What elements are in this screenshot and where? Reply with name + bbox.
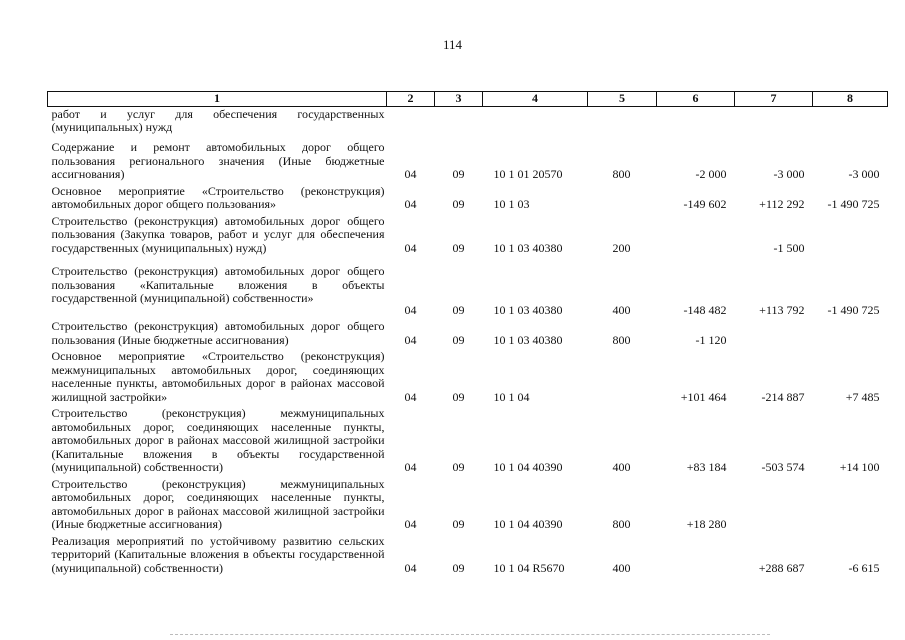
cell-col6: -1 120	[695, 332, 727, 347]
cell-expense-type: 800	[612, 167, 631, 181]
cell-section: 04	[404, 460, 417, 474]
cell-col7: +113 792	[759, 302, 805, 317]
table-row	[48, 406, 888, 477]
table-row	[48, 184, 888, 214]
cell-expense-type	[588, 184, 657, 214]
cell-target-code: 10 1 03 40380	[493, 240, 563, 255]
cell-col6: +101 464	[680, 389, 727, 404]
cell-col8	[813, 106, 888, 140]
cell-col6: +18 280	[686, 517, 727, 531]
cell-col8	[813, 214, 888, 258]
cell-col8: -1 490 725	[827, 302, 880, 317]
page-number: 114	[442, 37, 463, 52]
table-row	[48, 140, 888, 184]
cell-subsection: 09	[452, 302, 465, 317]
row-name: Строительство (реконструкция) межмуниципальных автомобильных дорог, соединяющих населенные пункты, автомобильных дорог в районах массовой жилищной застройки (Иные бюджетные ассигнования)	[51, 476, 385, 531]
cell-col8: -6 615	[848, 560, 880, 575]
cell-subsection: 09	[452, 560, 465, 575]
row-name: работ и услуг для обеспечения государственных (муниципальных) нужд	[51, 106, 385, 134]
budget-table	[47, 91, 888, 577]
cell-section: 04	[404, 197, 417, 211]
cell-col7	[735, 106, 813, 140]
cell-expense-type: 800	[612, 517, 631, 531]
cell-subsection: 09	[452, 517, 465, 531]
cell-section: 04	[404, 389, 417, 404]
cell-col6: -2 000	[695, 167, 727, 181]
cell-expense-type	[588, 106, 657, 140]
column-header: 1	[48, 92, 387, 107]
row-name: Строительство (реконструкция) межмуниципальных автомобильных дорог, соединяющих населенные пункты, автомобильных дорог в районах массовой жилищной застройки (Капитальные вложения в объекты государственной (муниципальной) собственности)	[51, 406, 385, 474]
cell-section: 04	[404, 240, 417, 255]
cell-section: 04	[404, 517, 417, 531]
cell-target-code: 10 1 04 R5670	[493, 560, 565, 575]
row-name: Основное мероприятие «Строительство (реконструкция) межмуниципальных автомобильных дорог, соединяющих населенные пункты, автомобильных дорог в районах массовой жилищной застройки»	[51, 349, 385, 404]
page-edge-divider	[170, 634, 770, 637]
cell-expense-type: 400	[612, 460, 631, 474]
cell-expense-type: 400	[612, 302, 631, 317]
cell-expense-type: 400	[612, 560, 631, 575]
table-row	[48, 534, 888, 578]
cell-target-code	[483, 106, 588, 140]
table-row	[48, 214, 888, 258]
cell-col6	[657, 534, 735, 578]
cell-target-code: 10 1 03 40380	[493, 332, 563, 347]
table-row	[48, 257, 888, 319]
cell-section	[387, 106, 435, 140]
cell-col6: -148 482	[683, 302, 727, 317]
cell-subsection: 09	[452, 167, 465, 181]
cell-col6: -149 602	[683, 197, 727, 211]
row-name: Реализация мероприятий по устойчивому развитию сельских территорий (Капитальные вложения в объекты государственной (муниципальной) собственности)	[51, 533, 385, 575]
row-name: Содержание и ремонт автомобильных дорог общего пользования регионального значения (Иные бюджетные ассигнования)	[51, 140, 385, 181]
column-header: 5	[588, 92, 657, 107]
table-row	[48, 477, 888, 534]
row-name: Строительство (реконструкция) автомобильных дорог общего пользования (Иные бюджетные ассигнования)	[51, 319, 385, 347]
cell-target-code: 10 1 03 40380	[493, 302, 563, 317]
cell-col8: -3 000	[848, 167, 880, 181]
cell-target-code: 10 1 03	[493, 197, 530, 211]
table-row	[48, 349, 888, 406]
cell-target-code: 10 1 01 20570	[493, 167, 563, 181]
cell-subsection: 09	[452, 197, 465, 211]
column-header: 3	[435, 92, 483, 107]
cell-subsection	[435, 106, 483, 140]
cell-col8: -1 490 725	[827, 197, 880, 211]
cell-col6	[657, 214, 735, 258]
cell-subsection: 09	[452, 460, 465, 474]
cell-section: 04	[404, 167, 417, 181]
cell-col8: +7 485	[845, 389, 880, 404]
column-header: 2	[387, 92, 435, 107]
cell-expense-type: 200	[612, 240, 631, 255]
cell-col7: -3 000	[773, 167, 805, 181]
cell-col8	[813, 477, 888, 534]
header-row	[48, 92, 888, 107]
cell-col6: +83 184	[686, 460, 727, 474]
column-header: 8	[813, 92, 888, 107]
cell-col7: -1 500	[773, 240, 805, 255]
row-name: Строительство (реконструкция) автомобильных дорог общего пользования «Капитальные вложения в объекты государственной (муниципальной) собственности»	[51, 264, 385, 305]
cell-col7: -214 887	[761, 389, 805, 404]
table-row	[48, 106, 888, 140]
row-name: Основное мероприятие «Строительство (реконструкция) автомобильных дорог общего пользования»	[51, 183, 385, 211]
cell-expense-type: 800	[612, 332, 631, 347]
cell-col7: +288 687	[758, 560, 805, 575]
cell-col8	[813, 319, 888, 349]
cell-col6	[657, 106, 735, 140]
column-header: 7	[735, 92, 813, 107]
cell-target-code: 10 1 04 40390	[493, 460, 563, 474]
cell-subsection: 09	[452, 332, 465, 347]
cell-section: 04	[404, 302, 417, 317]
cell-section: 04	[404, 560, 417, 575]
cell-subsection: 09	[452, 240, 465, 255]
cell-col7: -503 574	[761, 460, 805, 474]
cell-subsection: 09	[452, 389, 465, 404]
table-row	[48, 319, 888, 349]
row-name: Строительство (реконструкция) автомобильных дорог общего пользования (Закупка товаров, работ и услуг для обеспечения государственных (муниципальных) нужд)	[51, 213, 385, 255]
cell-expense-type	[588, 349, 657, 406]
cell-col7	[735, 319, 813, 349]
cell-target-code: 10 1 04	[493, 389, 530, 404]
column-header: 6	[657, 92, 735, 107]
column-header: 4	[483, 92, 588, 107]
cell-col7	[735, 477, 813, 534]
cell-col7: +112 292	[759, 197, 805, 211]
cell-target-code: 10 1 04 40390	[493, 517, 563, 531]
cell-section: 04	[404, 332, 417, 347]
cell-col8: +14 100	[839, 460, 880, 474]
